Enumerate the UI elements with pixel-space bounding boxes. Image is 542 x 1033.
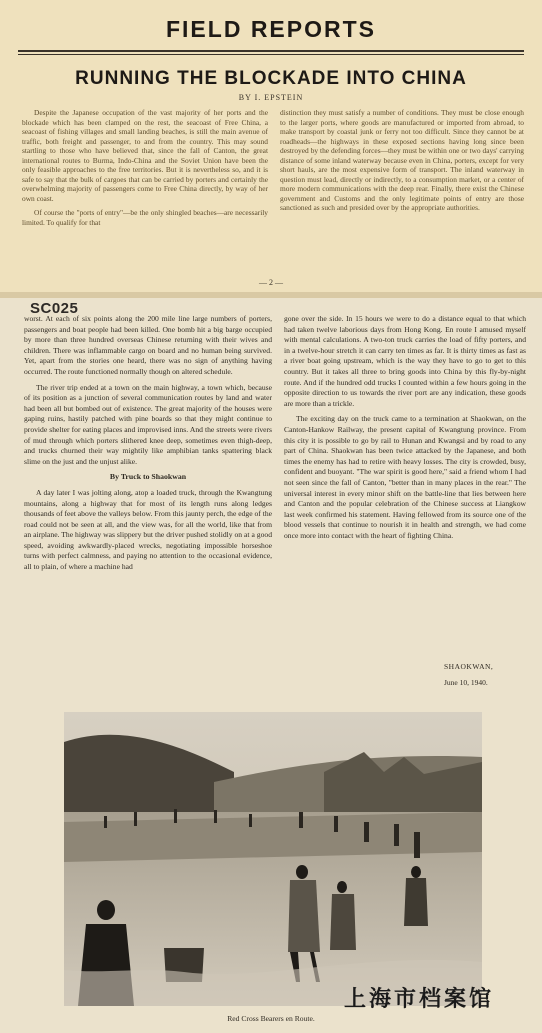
- photo-illustration: [64, 712, 482, 1006]
- paragraph: The exciting day on the truck came to a termination at Shaokwan, on the Canton-Hankow Railway, the present capital of Kwangtung province. From this city it is possible to go by rail to Hunan and Kwangsi and by road to any part of China. Shaokwan has been twice attacked by the Japanese, and both times the enemy has had to retire with heavy losses. The city is crowded, busy, confident and buoyant. "The war spirit is good here," said a friend whom I had not seen since the fall of Canton, "better than in many places in the rear." The universal interest in every minor shift on the battle-line that lies between here and Canton and the popular celebration of the Chinese success at Liangkow last week confirmed his statement. Having fellowed from its source one of the blood vessels that continue to nourish it in health and strength, we had come once more into contact with the heart of fighting China.: [284, 414, 526, 540]
- archive-seal-text: 上海市档案馆: [344, 987, 495, 1012]
- page2-column-right: [284, 314, 526, 664]
- subheading: By Truck to Shaokwan: [109, 472, 187, 482]
- page1-column-right: [280, 108, 524, 276]
- paragraph: Of course the "ports of entry"—be the only shingled beaches—are necessarily limited. To qualify for that: [22, 208, 268, 227]
- page1-column-left: [22, 108, 268, 276]
- section-title: FIELD REPORTS: [165, 16, 376, 42]
- photograph-red-cross-bearers: [64, 712, 482, 1006]
- paragraph: worst. At each of six points along the 200 mile line large numbers of porters, passengers and boat people had been killed. One bomb hit a big barge occupied by more than three hundred overseas Chinese returning with their wives and children. There was inflammable cargo on board and no human being survived. Yet, apart from the stories one heard, there was no sign of anything having occurred. The route functioned normally though on altered schedule.: [24, 314, 272, 376]
- paragraph: Despite the Japanese occupation of the vast majority of her ports and the blockade which has been clamped on the rest, the seacoast of Free China, a seacoast of fishing villages and small landing beaches, is still the main avenue of traffic, both freight and passenger, to and from the country. This may sound startling to those who have believed that, since the fall of Canton, the great international routes to Burma, Indo-China and the Soviet Union have been the only feasible approaches to the free territories. But it is nevertheless so, and it is safe to say that the bulk of cargoes that can be carried by porters and certainly the overwhelming majority of passengers come to Free China directly, by way of her own coast.: [22, 108, 268, 203]
- paragraph: gone over the side. In 15 hours we were to do a distance equal to that which had taken twelve laborious days from Hong Kong. En route I amused myself with mental calculations. A two-ton truck carries the load of fifty porters, and in a twelve-hour stretch it can carry ten times as far. It is thirty times as fast as a river boat going upstream, which is the way they have to go to get to this country. But it takes all three to bring goods into China by this fly-by-night route. And if the hundred odd trucks I counted within a few hours going in the opposite direction to us towards the river port are any indication, these goods are more than a trickle.: [284, 314, 526, 408]
- page2-column-left: [24, 314, 272, 696]
- paragraph: distinction they must satisfy a number of conditions. They must be close enough to the larger ports, where goods are manufactured or imported from abroad, to make transport by coastal junk or ferry not too difficult. Since they cannot be at roadheads—the highways in these exposed sections having long since been destroyed by the defending forces—they must be within one or two days' carrying distance of some inland waterway because even in China, porters, except for very short hauls, are the most expensive form of transport. The inland waterway in question must lead, directly or indirectly, to a consumption market, or a center of more modern communications with the deep rear. Finally, there exist the Chinese government and Customs and the only legitimate points of entry are those sanctioned as such and presided over by the appropriate authorities.: [280, 108, 524, 212]
- dateline-place: SHAOKWAN,: [444, 662, 494, 671]
- header-rule-thin: [18, 54, 524, 55]
- page-number: — 2 —: [259, 278, 283, 287]
- dateline-date: June 10, 1940.: [444, 678, 488, 687]
- paragraph: The river trip ended at a town on the main highway, a town which, because of its position as a junction of several communication routes by land and water had been all but bombed out of existence. The great majority of the houses were gaping ruins, hastily patched with pine boards so that they might continue to provide shelter for eating places and improvised inns. And the streets were rivers of mud through which porters slithered knee deep, sometimes even thigh-deep, and trucks churned their way mightily like amphibian tanks spattering black slime on the just and the unjust alike.: [24, 382, 272, 466]
- byline: BY I. EPSTEIN: [238, 93, 304, 102]
- paragraph: A day later I was jolting along, atop a loaded truck, through the Kwangtung mountains, along a highway that for most of its length runs along ledges thousands of feet above the valleys below. From this jaunty perch, the edge of the road could not be seen at all, and the view was, for all the world, like that from an airplane. The highway was slippery but the driver pushed stolidly on at a good speed, avoiding awkwardly-placed wrecks, negotiating impossible horseshoe turns with perfect calmness, and paying no attention to the occasional evidence, all to plain, of where a machine had: [24, 487, 272, 572]
- photo-caption: Red Cross Bearers en Route.: [227, 1014, 315, 1023]
- article-title: RUNNING THE BLOCKADE INTO CHINA: [75, 68, 467, 89]
- archive-seal-watermark: [340, 980, 530, 1014]
- archive-stamp: SC025: [30, 300, 79, 317]
- header-rule: [18, 50, 524, 52]
